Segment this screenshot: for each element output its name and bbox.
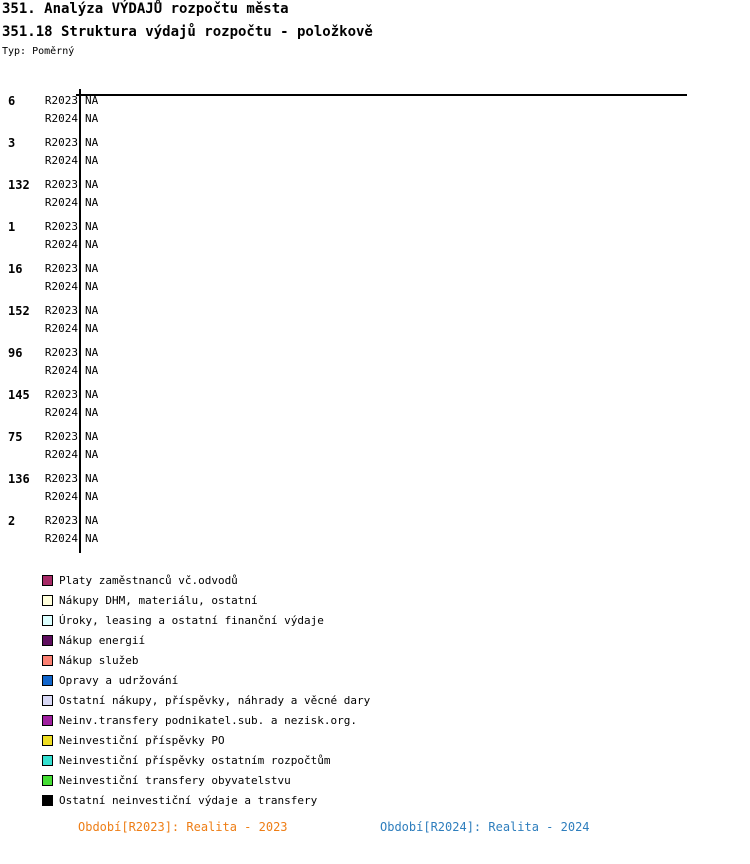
legend-item	[42, 570, 370, 590]
value-label: NA	[85, 220, 99, 233]
value-label: NA	[85, 490, 99, 503]
legend-swatch-icon	[42, 595, 53, 606]
category-label: 2	[8, 514, 16, 528]
legend-label: Nákup energií	[59, 633, 146, 647]
category-label: 1	[8, 220, 16, 234]
chart-row	[0, 344, 750, 362]
series-label: R2023	[44, 472, 78, 485]
value-label: NA	[85, 448, 99, 461]
legend-label: Opravy a udržování	[59, 673, 179, 687]
value-label: NA	[85, 430, 99, 443]
chart-row	[0, 470, 750, 488]
chart-row	[0, 386, 750, 404]
legend-swatch-icon	[42, 695, 53, 706]
series-label: R2023	[44, 304, 78, 317]
chart-row	[0, 404, 750, 422]
value-label: NA	[85, 112, 99, 125]
category-label: 75	[8, 430, 23, 444]
legend-label: Platy zaměstnanců vč.odvodů	[59, 573, 238, 587]
series-label: R2024	[44, 448, 78, 461]
legend-label: Neinvestiční příspěvky PO	[59, 733, 225, 747]
category-label: 6	[8, 94, 16, 108]
value-label: NA	[85, 136, 99, 149]
legend-label: Neinvestiční transfery obyvatelstvu	[59, 773, 291, 787]
series-label: R2024	[44, 532, 78, 545]
legend-swatch-icon	[42, 655, 53, 666]
page-subtitle: 351.18 Struktura výdajů rozpočtu - položkově	[2, 24, 373, 40]
legend-label: Úroky, leasing a ostatní finanční výdaje	[59, 613, 324, 627]
legend-item	[42, 630, 370, 650]
legend-swatch-icon	[42, 775, 53, 786]
value-label: NA	[85, 262, 99, 275]
value-label: NA	[85, 238, 99, 251]
footer-period-r2023: Období[R2023]: Realita - 2023	[78, 820, 288, 834]
value-label: NA	[85, 178, 99, 191]
legend-item	[42, 690, 370, 710]
value-label: NA	[85, 532, 99, 545]
legend-item	[42, 790, 370, 810]
category-label: 152	[8, 304, 30, 318]
legend-item	[42, 770, 370, 790]
series-label: R2024	[44, 238, 78, 251]
value-label: NA	[85, 472, 99, 485]
value-label: NA	[85, 364, 99, 377]
value-label: NA	[85, 388, 99, 401]
category-label: 145	[8, 388, 30, 402]
chart-row	[0, 530, 750, 548]
footer-period-r2024: Období[R2024]: Realita - 2024	[380, 820, 590, 834]
series-label: R2024	[44, 406, 78, 419]
value-label: NA	[85, 280, 99, 293]
series-label: R2024	[44, 154, 78, 167]
legend-swatch-icon	[42, 575, 53, 586]
category-label: 132	[8, 178, 30, 192]
chart-row	[0, 302, 750, 320]
legend-label: Neinvestiční příspěvky ostatním rozpočtům	[59, 753, 331, 767]
legend-label: Nákupy DHM, materiálu, ostatní	[59, 593, 258, 607]
chart-row	[0, 176, 750, 194]
chart-legend	[42, 570, 370, 810]
chart-row	[0, 362, 750, 380]
series-label: R2023	[44, 94, 78, 107]
legend-swatch-icon	[42, 675, 53, 686]
category-label: 136	[8, 472, 30, 486]
legend-label: Neinv.transfery podnikatel.sub. a nezisk.org.	[59, 713, 358, 727]
legend-swatch-icon	[42, 735, 53, 746]
legend-item	[42, 590, 370, 610]
chart-row	[0, 92, 750, 110]
footer	[0, 819, 750, 835]
series-label: R2023	[44, 178, 78, 191]
legend-item	[42, 730, 370, 750]
legend-swatch-icon	[42, 615, 53, 626]
chart-row	[0, 236, 750, 254]
value-label: NA	[85, 154, 99, 167]
chart-row	[0, 152, 750, 170]
legend-label: Nákup služeb	[59, 653, 139, 667]
series-label: R2023	[44, 220, 78, 233]
legend-item	[42, 670, 370, 690]
value-label: NA	[85, 346, 99, 359]
value-label: NA	[85, 322, 99, 335]
legend-swatch-icon	[42, 715, 53, 726]
value-label: NA	[85, 94, 99, 107]
series-label: R2023	[44, 388, 78, 401]
chart-row	[0, 260, 750, 278]
legend-label: Ostatní neinvestiční výdaje a transfery	[59, 793, 318, 807]
chart-type-label: Typ: Poměrný	[2, 46, 75, 57]
legend-item	[42, 750, 370, 770]
series-label: R2023	[44, 430, 78, 443]
chart-row	[0, 194, 750, 212]
series-label: R2023	[44, 262, 78, 275]
legend-item	[42, 650, 370, 670]
series-label: R2023	[44, 346, 78, 359]
legend-label: Ostatní nákupy, příspěvky, náhrady a věcné dary	[59, 693, 371, 707]
series-label: R2024	[44, 196, 78, 209]
series-label: R2024	[44, 322, 78, 335]
series-label: R2023	[44, 514, 78, 527]
chart-row	[0, 488, 750, 506]
series-label: R2023	[44, 136, 78, 149]
chart-row	[0, 446, 750, 464]
legend-swatch-icon	[42, 635, 53, 646]
series-label: R2024	[44, 280, 78, 293]
value-label: NA	[85, 406, 99, 419]
value-label: NA	[85, 514, 99, 527]
series-label: R2024	[44, 490, 78, 503]
legend-item	[42, 610, 370, 630]
category-label: 96	[8, 346, 23, 360]
category-label: 16	[8, 262, 23, 276]
value-label: NA	[85, 304, 99, 317]
chart-row	[0, 320, 750, 338]
chart-row	[0, 512, 750, 530]
legend-swatch-icon	[42, 755, 53, 766]
chart-row	[0, 110, 750, 128]
legend-item	[42, 710, 370, 730]
chart-row	[0, 218, 750, 236]
category-label: 3	[8, 136, 16, 150]
value-label: NA	[85, 196, 99, 209]
chart-row	[0, 278, 750, 296]
chart-row	[0, 428, 750, 446]
series-label: R2024	[44, 364, 78, 377]
page-title: 351. Analýza VÝDAJŮ rozpočtu města	[2, 1, 289, 17]
series-label: R2024	[44, 112, 78, 125]
legend-swatch-icon	[42, 795, 53, 806]
chart-row	[0, 134, 750, 152]
